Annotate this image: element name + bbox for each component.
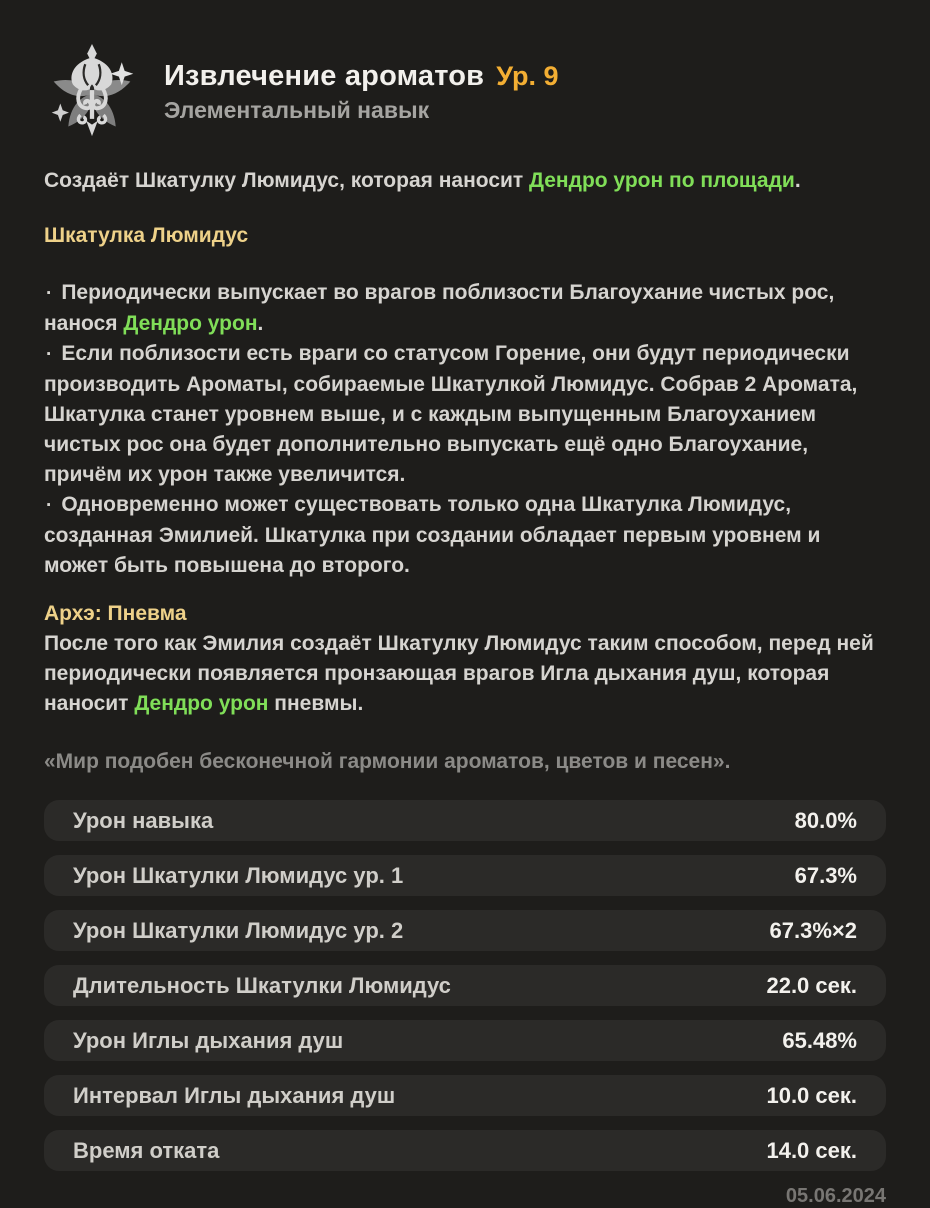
stat-value: 10.0 сек. [766,1082,857,1108]
bullet-text-end: . [257,312,264,335]
emilie-elemental-skill-flower-icon [44,42,140,142]
bullet-icon: · [46,495,53,516]
table-row [44,800,886,841]
skill-title: Извлечение ароматов [164,60,485,92]
stat-label: Урон навыка [73,807,214,833]
skill-header [44,42,886,142]
stat-label: Урон Шкатулки Люмидус ур. 2 [73,917,404,943]
table-row [44,965,886,1006]
lumidouce-case-section-title: Шкатулка Люмидус [44,224,249,247]
skill-stats-table [44,800,886,1171]
arkhe-text: После того как Эмилия создаёт Шкатулку Люмидус таким способом, перед ней периодически появляется пронзающая врагов Игла дыхания душ, которая наносит [44,632,874,715]
bullet-item [44,490,886,581]
bullet-icon: · [46,344,53,365]
bullet-text: Если поблизости есть враги со статусом Горение, они будут периодически производить Ароматы, собираемые Шкатулкой Люмидус. Собрав 2 Аромата, Шкатулка станет уровнем выше, и с каждым выпущенным Благоуханием чистых рос она будет дополнительно выпускать ещё одно Благоухание, причём их урон также увеличится. [44,342,858,486]
dendro-highlight: Дендро урон [134,692,269,715]
flavour-quote: «Мир подобен бесконечной гармонии ароматов, цветов и песен». [44,750,731,773]
bullet-item [44,339,886,490]
stat-label: Длительность Шкатулки Люмидус [73,972,451,998]
stat-value: 67.3% [794,862,857,888]
stat-label: Интервал Иглы дыхания душ [73,1082,396,1108]
intro-text-end: . [794,169,801,192]
table-row [44,855,886,896]
stat-value: 22.0 сек. [766,972,857,998]
intro-text: Создаёт Шкатулку Люмидус, которая наносит [44,169,530,192]
stat-label: Время отката [73,1137,220,1163]
arkhe-section [44,599,886,719]
arkhe-section-title: Архэ: Пневма [44,602,187,625]
table-row [44,1075,886,1116]
stat-value: 67.3%×2 [769,917,857,943]
arkhe-paragraph [44,629,886,719]
dendro-highlight: Дендро урон по площади [529,169,795,192]
skill-header-text [164,60,558,124]
stat-value: 14.0 сек. [766,1137,857,1163]
table-row [44,1130,886,1171]
bullet-text: Периодически выпускает во врагов поблизости Благоухание чистых рос, нанося [44,281,835,335]
arkhe-text-end: пневмы. [268,692,364,715]
bullet-text: Одновременно может существовать только одна Шкатулка Люмидус, созданная Эмилией. Шкатулка при создании обладает первым уровнем и может быть повышена до второго. [44,493,821,577]
stat-value: 65.48% [782,1027,857,1053]
skill-type-subtitle: Элементальный навык [164,97,430,123]
skill-intro-paragraph [44,166,886,196]
stat-value: 80.0% [794,807,857,833]
table-row [44,910,886,951]
stat-label: Урон Шкатулки Люмидус ур. 1 [73,862,404,888]
bullet-item [44,278,886,339]
bullet-list [44,278,886,581]
dendro-highlight: Дендро урон [123,312,258,335]
stat-label: Урон Иглы дыхания душ [73,1027,344,1053]
bullet-icon: · [46,283,53,304]
table-row [44,1020,886,1061]
skill-title-line [164,60,558,92]
date-stamp: 05.06.2024 [785,1185,886,1207]
skill-level-badge: Ур. 9 [496,61,559,91]
